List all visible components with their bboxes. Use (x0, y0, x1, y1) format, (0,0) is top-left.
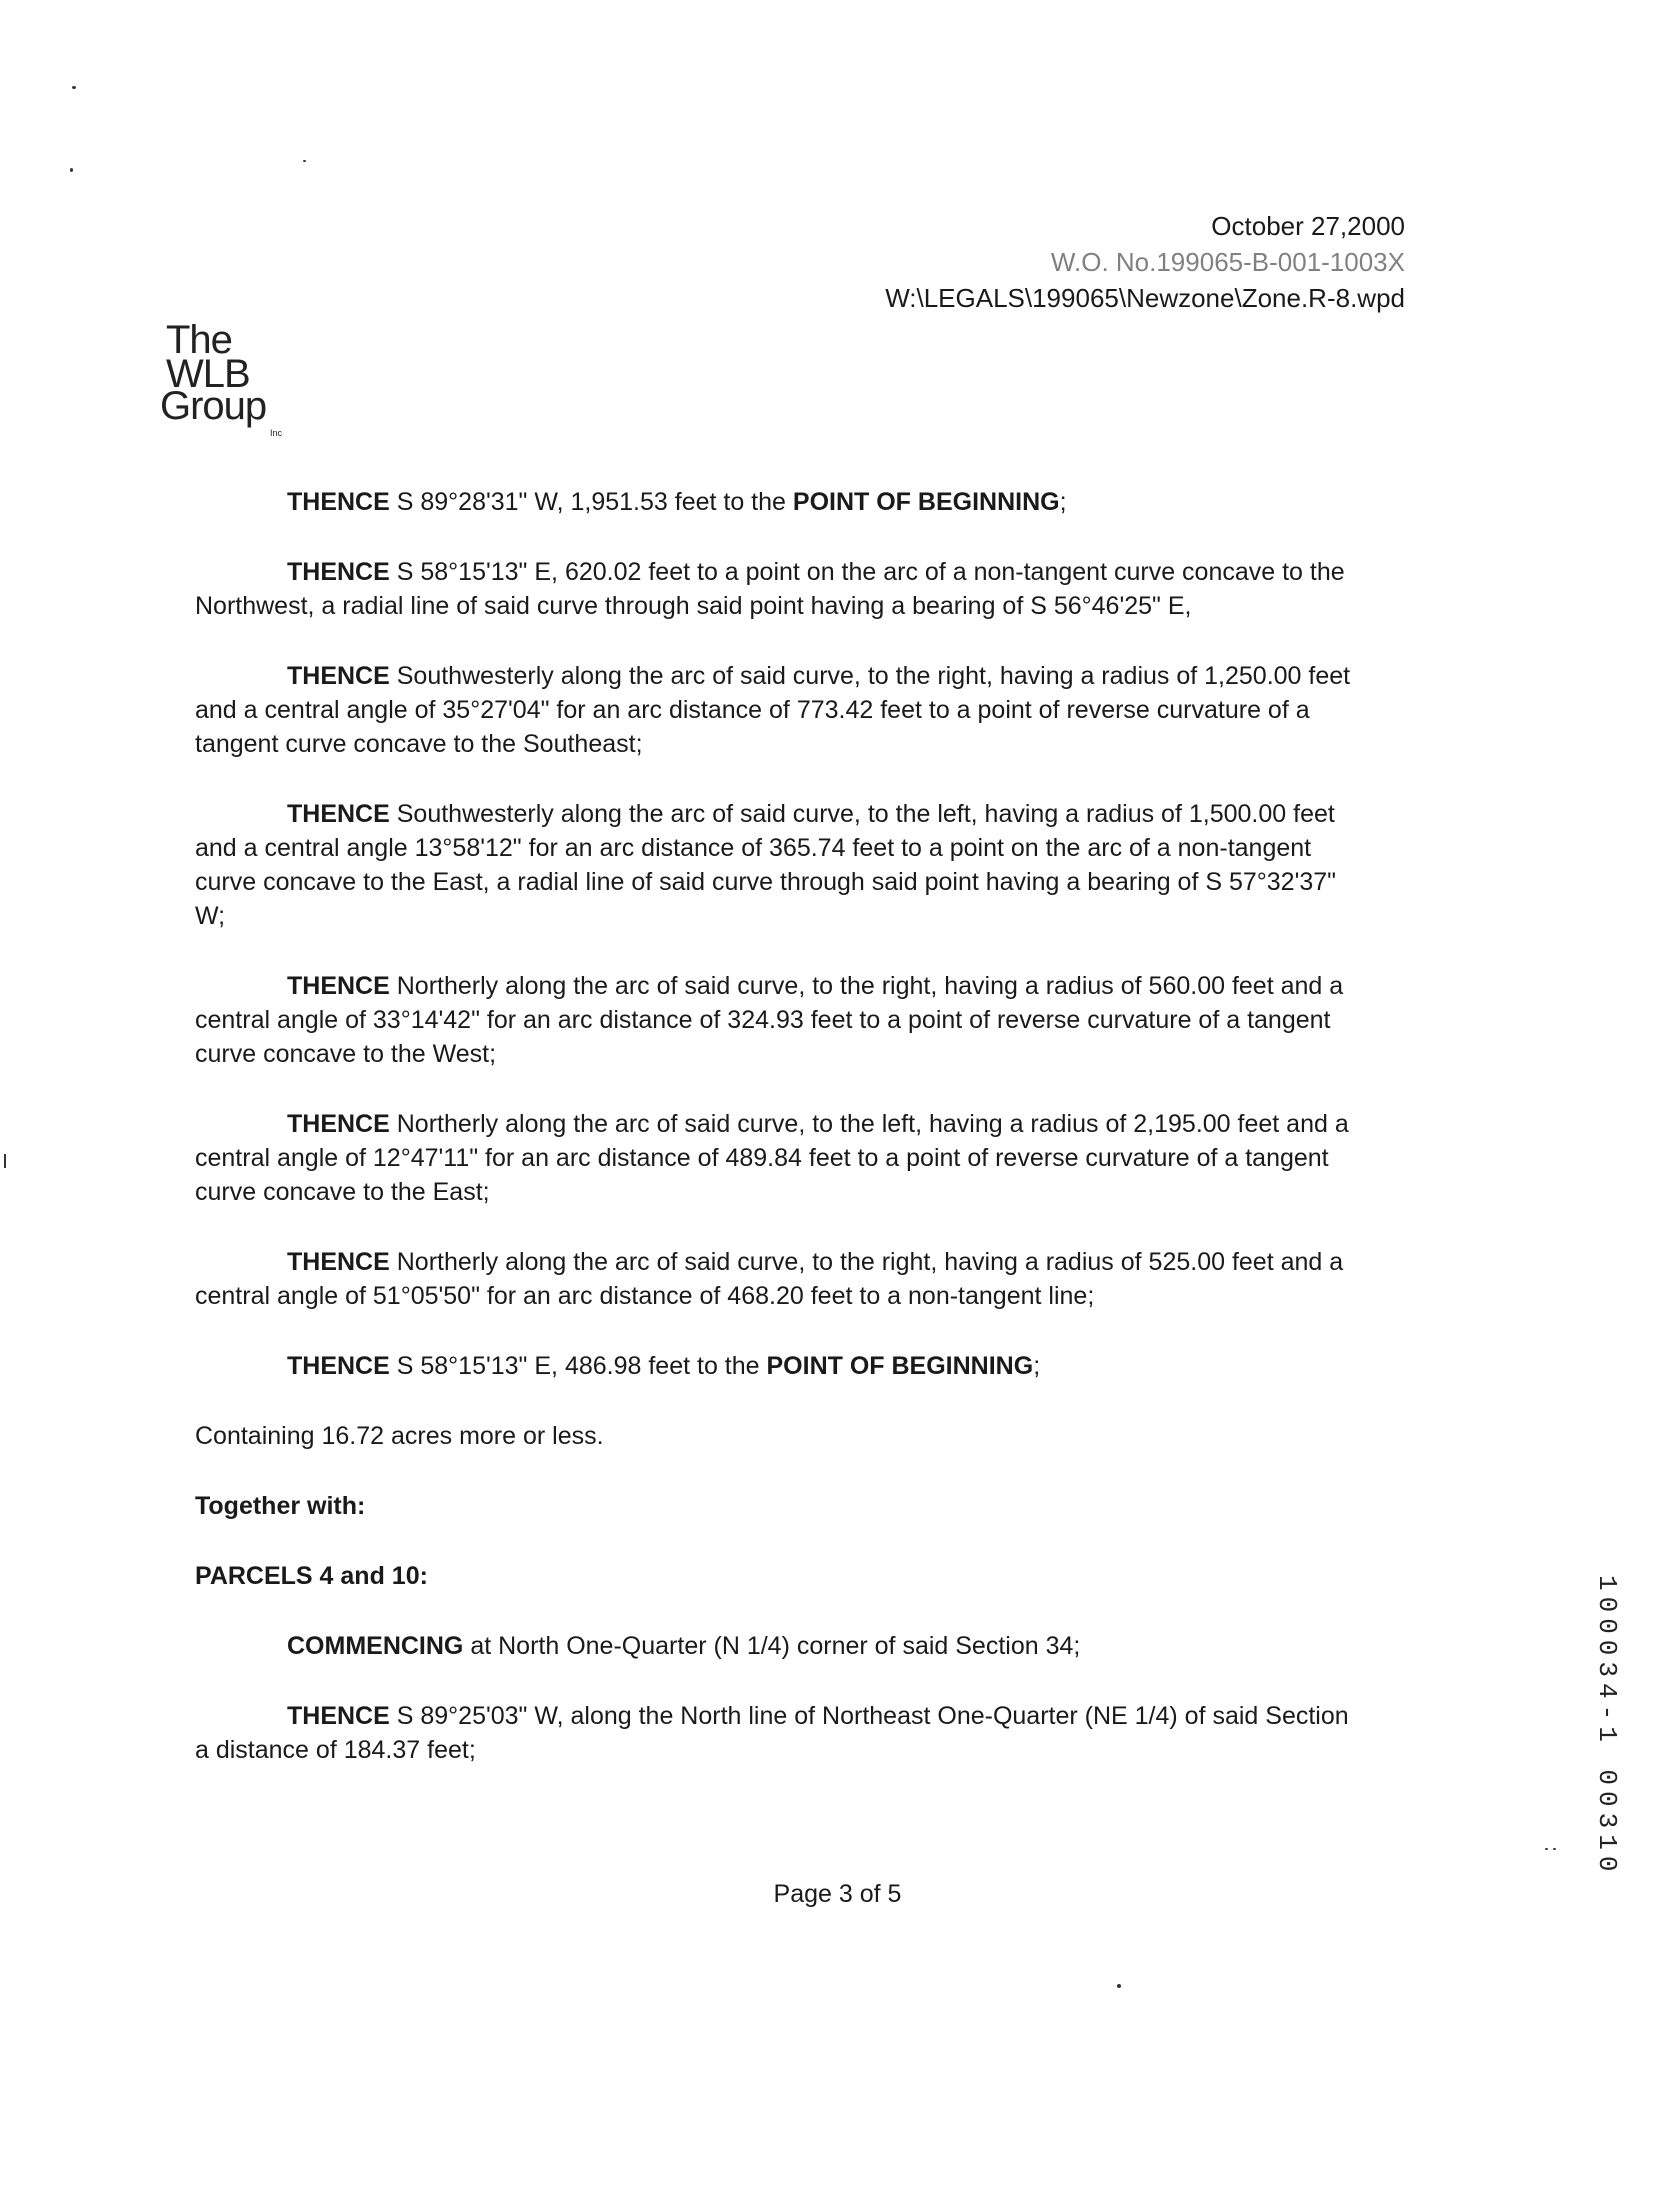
scan-speck (303, 160, 306, 162)
logo-line-2: WLB (166, 352, 250, 396)
header-file-path: W:\LEGALS\199065\Newzone\Zone.R-8.wpd (885, 283, 1405, 313)
keyword: THENCE (287, 662, 390, 690)
paragraph-text: Together with: (195, 1492, 366, 1520)
paragraph-heading (195, 1489, 1365, 1523)
paragraph-end: ; (1033, 1352, 1041, 1380)
paragraph (195, 555, 1365, 623)
scan-speck (4, 1154, 6, 1168)
paragraph (195, 1419, 1365, 1453)
wlb-group-logo (160, 320, 300, 440)
paragraph-text: PARCELS 4 and 10: (195, 1562, 428, 1590)
paragraph (195, 1107, 1365, 1209)
paragraph-text: S 89°28'31" W, 1,951.53 feet to the (389, 488, 793, 516)
keyword: THENCE (287, 800, 390, 828)
side-stamp (1592, 1575, 1626, 1955)
paragraph (195, 1699, 1365, 1767)
scan-speck (70, 168, 73, 172)
paragraph-text: S 58°15'13" E, 620.02 feet to a point on the arc of a non-tangent curve concave to the Northwest, a radial line of said curve through said point having a bearing of S 56°46'25" E, (195, 558, 1345, 620)
keyword: THENCE (287, 1702, 390, 1730)
header-date: October 27,2000 (1211, 211, 1405, 241)
scan-speck (72, 86, 76, 89)
logo-line-1: The (166, 318, 232, 362)
paragraph-text: Northerly along the arc of said curve, to the left, having a radius of 2,195.00 feet and a central angle of 12°47'11" for an arc distance of 489.84 feet to a point of reverse curvature of a tangent curve concave to the East; (195, 1110, 1349, 1206)
paragraph-text: Containing 16.72 acres more or less. (195, 1422, 604, 1450)
paragraph-text: Southwesterly along the arc of said curve, to the left, having a radius of 1,500.00 feet and a central angle 13°58'12" for an arc distance of 365.74 feet to a point on the arc of a non-tangent curve concave to the East, a radial line of said curve through said point having a bearing of S 57°32'37" W; (195, 800, 1337, 930)
keyword: THENCE (287, 1110, 390, 1138)
document-header (505, 208, 1405, 316)
logo-suffix: Inc (270, 428, 283, 438)
keyword: POINT OF BEGINNING (766, 1352, 1034, 1380)
paragraph-heading (195, 1559, 1365, 1593)
legal-description-body (195, 485, 1365, 1803)
page-number: Page 3 of 5 (773, 1880, 902, 1908)
keyword: THENCE (287, 558, 390, 586)
page-footer (0, 1877, 1675, 1911)
paragraph (195, 1629, 1365, 1663)
paragraph (195, 659, 1365, 761)
paragraph (195, 797, 1365, 933)
header-work-order: W.O. No.199065-B-001-1003X (1050, 247, 1405, 277)
paragraph-end: ; (1059, 488, 1067, 516)
keyword: POINT OF BEGINNING (792, 488, 1060, 516)
keyword: THENCE (287, 972, 390, 1000)
paragraph-text: at North One-Quarter (N 1/4) corner of said Section 34; (463, 1632, 1081, 1660)
keyword: THENCE (287, 1248, 390, 1276)
paragraph (195, 1349, 1365, 1383)
paragraph (195, 969, 1365, 1071)
scan-speck (1553, 1848, 1556, 1850)
paragraph-text: S 89°25'03" W, along the North line of Northeast One-Quarter (NE 1/4) of said Section a distance of 184.37 feet; (195, 1702, 1349, 1764)
scan-speck (1117, 1984, 1121, 1988)
paragraph-text: Northerly along the arc of said curve, to the right, having a radius of 560.00 feet and a central angle of 33°14'42" for an arc distance of 324.93 feet to a point of reverse curvature of a tangent curve concave to the West; (195, 972, 1344, 1068)
keyword: COMMENCING (287, 1632, 464, 1660)
side-stamp-text: 100034-1 00310 (1592, 1575, 1622, 1878)
logo-line-3: Group (160, 384, 267, 428)
keyword: THENCE (287, 1352, 390, 1380)
paragraph-text: S 58°15'13" E, 486.98 feet to the (389, 1352, 767, 1380)
paragraph-text: Northerly along the arc of said curve, to the right, having a radius of 525.00 feet and a central angle of 51°05'50" for an arc distance of 468.20 feet to a non-tangent line; (195, 1248, 1344, 1310)
scan-speck (1545, 1848, 1548, 1850)
paragraph (195, 1245, 1365, 1313)
paragraph-text: Southwesterly along the arc of said curve, to the right, having a radius of 1,250.00 feet and a central angle of 35°27'04" for an arc distance of 773.42 feet to a point of reverse curvature of a tangent curve concave to the Southeast; (195, 662, 1351, 758)
paragraph (195, 485, 1365, 519)
keyword: THENCE (287, 488, 390, 516)
